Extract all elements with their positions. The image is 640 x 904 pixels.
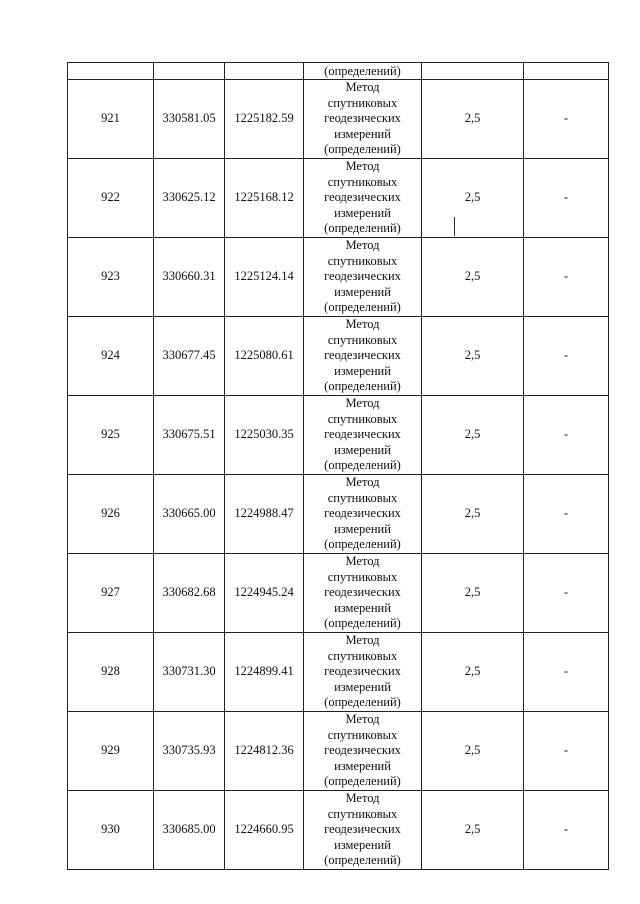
cell-note: - [524,396,609,475]
cell-y-coordinate: 1225168.12 [225,159,304,238]
method-line: измерений [334,126,391,141]
method-line: (определений) [324,537,401,552]
cell-point-empty [68,63,154,80]
cell-method [304,554,422,633]
method-line: Метод [345,633,380,648]
cell-note: - [524,475,609,554]
cell-accuracy-empty [422,63,524,80]
cell-y-coordinate: 1224988.47 [225,475,304,554]
cell-accuracy: 2,5 [422,159,524,238]
table-row [68,238,609,317]
table-row [68,396,609,475]
cell-point-number: 926 [68,475,154,554]
table-row [68,475,609,554]
method-line: Метод [345,317,380,332]
cell-y-coordinate: 1225030.35 [225,396,304,475]
table-row [68,633,609,712]
cell-point-number: 924 [68,317,154,396]
method-line: геодезических [324,506,401,521]
cell-accuracy: 2,5 [422,80,524,159]
cell-method [304,791,422,870]
method-line: (определений) [324,221,401,236]
method-line: измерений [334,837,391,852]
method-line: измерений [334,363,391,378]
cell-note: - [524,317,609,396]
cell-x-coordinate: 330731.30 [154,633,225,712]
table-row [68,554,609,633]
cell-note: - [524,712,609,791]
cell-x-coordinate: 330581.05 [154,80,225,159]
cell-note-empty [524,63,609,80]
cell-x-coordinate: 330675.51 [154,396,225,475]
cell-accuracy: 2,5 [422,791,524,870]
method-line: (определений) [324,853,401,868]
cell-note: - [524,80,609,159]
cell-method [304,712,422,791]
cell-y-coordinate: 1225124.14 [225,238,304,317]
method-line: геодезических [324,664,401,679]
cell-accuracy: 2,5 [422,238,524,317]
method-line: геодезических [324,190,401,205]
cell-accuracy: 2,5 [422,712,524,791]
cell-x-coordinate: 330677.45 [154,317,225,396]
cell-point-number: 923 [68,238,154,317]
method-line: измерений [334,679,391,694]
method-line: (определений) [324,458,401,473]
cell-x-coordinate: 330660.31 [154,238,225,317]
cell-method [304,238,422,317]
cell-x-empty [154,63,225,80]
method-line: Метод [345,238,380,253]
method-line: (определений) [324,695,401,710]
cell-accuracy: 2,5 [422,317,524,396]
cell-x-coordinate: 330665.00 [154,475,225,554]
cell-accuracy: 2,5 [422,554,524,633]
method-line: Метод [345,712,380,727]
method-line: спутниковых [327,727,398,742]
method-line: Метод [345,475,380,490]
method-line: Метод [345,791,380,806]
table-row [68,791,609,870]
method-line: спутниковых [327,332,398,347]
method-line: Метод [345,159,380,174]
cell-x-coordinate: 330682.68 [154,554,225,633]
method-line: Метод [345,554,380,569]
cell-y-coordinate: 1224812.36 [225,712,304,791]
method-line: спутниковых [327,569,398,584]
method-line: геодезических [324,822,401,837]
method-line: спутниковых [327,806,398,821]
table-row [68,317,609,396]
cell-note: - [524,238,609,317]
cell-point-number: 927 [68,554,154,633]
cell-method [304,80,422,159]
method-line: (определений) [324,774,401,789]
cell-accuracy: 2,5 [422,396,524,475]
method-line: (определений) [324,379,401,394]
method-line: измерений [334,442,391,457]
cell-x-coordinate: 330735.93 [154,712,225,791]
cell-accuracy: 2,5 [422,475,524,554]
cell-y-coordinate: 1225182.59 [225,80,304,159]
cell-point-number: 921 [68,80,154,159]
cell-point-number: 925 [68,396,154,475]
cell-point-number: 929 [68,712,154,791]
method-line: измерений [334,284,391,299]
cell-y-coordinate: 1224660.95 [225,791,304,870]
table-row [68,712,609,791]
method-line: спутниковых [327,95,398,110]
method-line: Метод [345,80,380,95]
cell-y-coordinate: 1224899.41 [225,633,304,712]
method-line: геодезических [324,585,401,600]
cell-method [304,633,422,712]
cell-y-coordinate: 1224945.24 [225,554,304,633]
table-row [68,80,609,159]
method-line: геодезических [324,348,401,363]
method-line: геодезических [324,427,401,442]
method-line: (определений) [324,142,401,157]
cell-y-coordinate: 1225080.61 [225,317,304,396]
cell-note: - [524,159,609,238]
scan-artifact-line [454,217,455,236]
method-line: спутниковых [327,411,398,426]
table-row [68,159,609,238]
cell-point-number: 922 [68,159,154,238]
method-line: геодезических [324,111,401,126]
method-line: Метод [345,396,380,411]
cell-method [304,317,422,396]
method-line: спутниковых [327,490,398,505]
method-line: спутниковых [327,174,398,189]
method-line: геодезических [324,743,401,758]
cell-x-coordinate: 330685.00 [154,791,225,870]
cell-method [304,475,422,554]
cell-note: - [524,791,609,870]
cell-method [304,396,422,475]
method-line: измерений [334,521,391,536]
cell-point-number: 930 [68,791,154,870]
method-line: спутниковых [327,648,398,663]
method-line: (определений) [324,616,401,631]
cell-note: - [524,554,609,633]
method-line: (определений) [324,300,401,315]
method-line: спутниковых [327,253,398,268]
cell-method [304,159,422,238]
cell-point-number: 928 [68,633,154,712]
cell-y-empty [225,63,304,80]
method-line: измерений [334,600,391,615]
cell-accuracy: 2,5 [422,633,524,712]
method-line: измерений [334,758,391,773]
cell-method-tail: (определений) [304,63,422,80]
cell-note: - [524,633,609,712]
method-line: геодезических [324,269,401,284]
cell-x-coordinate: 330625.12 [154,159,225,238]
method-line: измерений [334,205,391,220]
table-row-continuation [68,63,609,80]
table-body [68,63,609,870]
coordinates-table [67,62,609,870]
